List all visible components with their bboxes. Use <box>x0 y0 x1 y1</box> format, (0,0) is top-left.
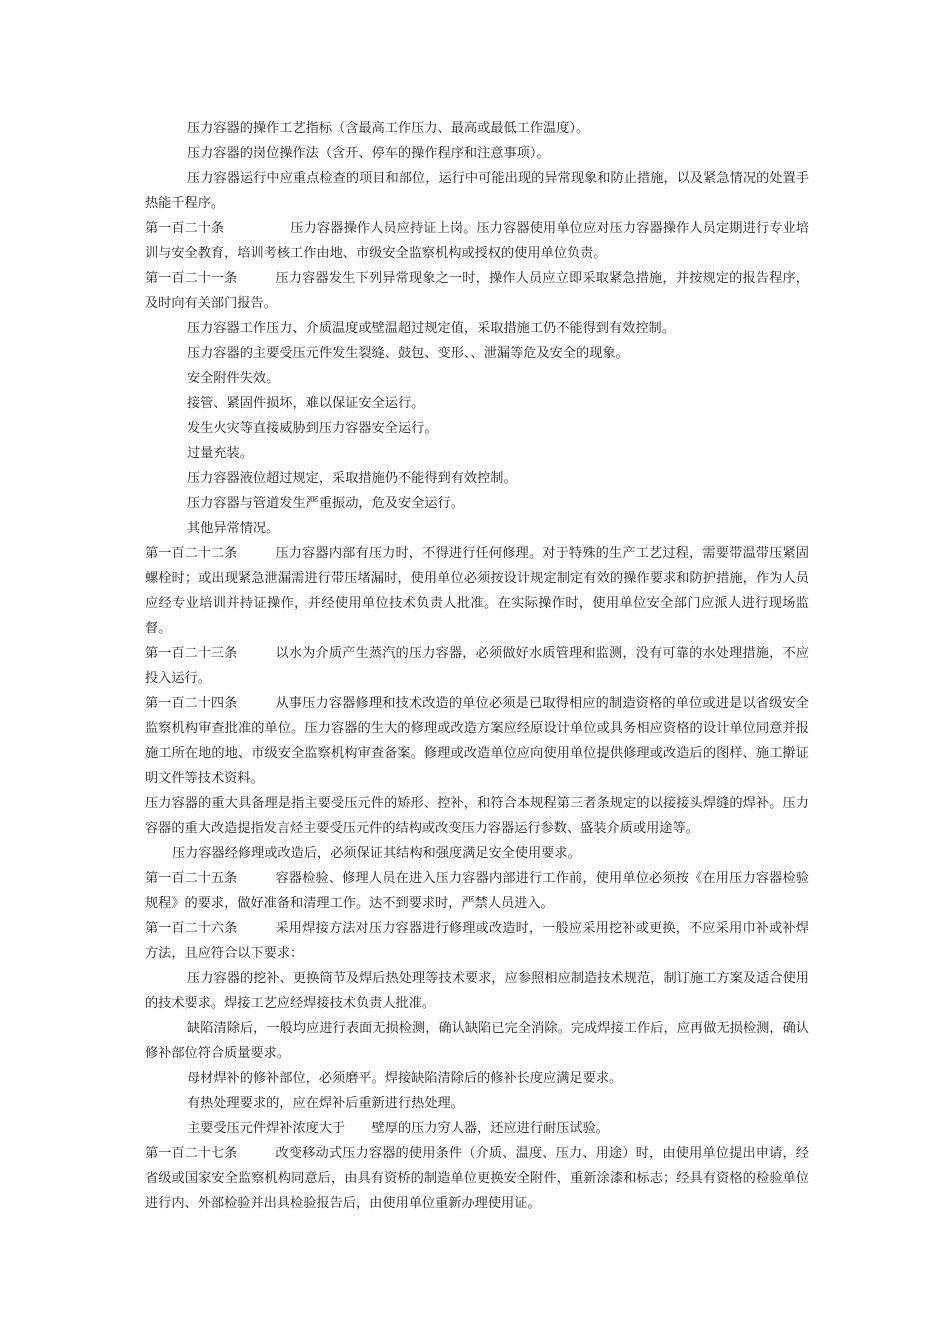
article-paragraph <box>145 691 809 791</box>
text-paragraph: 压力容器运行中应重点检查的项目和部位，运行中可能出现的异常现象和防止措施，以及紧急情况的处置手热能千程序。 <box>145 171 809 211</box>
text-paragraph: 压力容器经修理或改造后，必须保证其结构和强度满足安全使用要求。 <box>172 846 581 861</box>
text-paragraph: 压力容器的主要受压元件发生裂缝、鼓包、变形、、泄漏等危及安全的现象。 <box>187 346 629 361</box>
text-paragraph: 发生火灾等直接威胁到压力容器安全运行。 <box>187 421 438 436</box>
article-paragraph <box>145 916 809 966</box>
article-number: 第一百二十四条 <box>145 696 238 711</box>
article-text: 压力容器操作人员应持证上岗。压力容器使用单位应对压力容器操作人员定期进行专业培训与安全教育，培训考核工作由地、市级安全监察机构或授权的使用单位负责。 <box>145 221 809 261</box>
article-paragraph <box>145 641 809 691</box>
text-paragraph: 接管、紧固件损坏，难以保证安全运行。 <box>187 396 425 411</box>
text-paragraph: 缺陷清除后，一般均应进行表面无损检测，确认缺陷已完全消除。完成焊接工作后，应再做无损检测，确认修补部位符合质量要求。 <box>145 1021 809 1061</box>
text-paragraph: 主要受压元件焊补浓度大于 壁厚的压力穷人器，还应进行耐压试验。 <box>187 1121 609 1136</box>
article-number: 第一百二十一条 <box>145 271 238 286</box>
text-paragraph: 有热处理要求的，应在焊补后重新进行热处理。 <box>187 1096 464 1111</box>
text-paragraph: 压力容器工作压力、介质温度或壁温超过规定值，采取措施工仍不能得到有效控制。 <box>187 321 675 336</box>
article-paragraph <box>145 1141 809 1216</box>
text-paragraph: 压力容器的岗位操作法（含开、停车的操作程序和注意事项）。 <box>187 146 550 161</box>
article-text: 以水为介质产生蒸汽的压力容器，必须做好水质管理和监测，没有可靠的水处理措施，不应投入运行。 <box>145 646 809 686</box>
article-number: 第一百二十三条 <box>145 646 238 661</box>
article-number: 第一百二十七条 <box>145 1146 238 1161</box>
article-text: 采用焊接方法对压力容器进行修理或改造时，一般应采用挖补或更换，不应采用巾补或补焊方法，且应符合以下要求： <box>145 921 809 961</box>
article-paragraph <box>145 866 809 916</box>
article-number: 第一百二十六条 <box>145 921 238 936</box>
article-text: 从事压力容器修理和技术改造的单位必须是已取得相应的制造资格的单位或进是以省级安全监察机构审查批准的单位。压力容器的生大的修理或改造方案应经原设计单位或具务相应资格的设计单位同意并报施工所在地的地、市级安全监察机构审查备案。修理或改造单位应向使用单位提供修理或改造后的图样、施工擀证明文件等技术资料。 <box>145 696 809 786</box>
article-paragraph <box>145 216 809 266</box>
article-text: 压力容器发生下列异常现象之一时，操作人员应立即采取紧急措施，并按规定的报告程序，及时向有关部门报告。 <box>145 271 809 311</box>
article-number: 第一百二十五条 <box>145 871 238 886</box>
text-paragraph: 过量充装。 <box>187 446 253 461</box>
article-number: 第一百二十条 <box>145 221 225 236</box>
text-paragraph: 压力容器与管道发生严重振动，危及安全运行。 <box>187 496 464 511</box>
article-paragraph <box>145 541 809 641</box>
text-paragraph: 其他异常情况。 <box>187 521 280 536</box>
article-text: 改变移动式压力容器的使用条件（介质、温度、压力、用途）时，由使用单位提出申请，经省级或国家安全监察机构同意后，由具有资桥的制造单位更换安全附件，重新涂漆和标志；经具有资格的检验单位进行内、外部检验并出具检验报告后，由使用单位重新办理使用证。 <box>145 1146 809 1211</box>
text-paragraph: 压力容器的挖补、更换筒节及焊后热处理等技术要求，应参照相应制造技术规范，制订施工方案及适合使用的技术要求。焊接工艺应经焊接技术负责人批准。 <box>145 971 809 1011</box>
document-body <box>145 116 809 1216</box>
text-paragraph: 母材焊补的修补部位，必须磨平。焊接缺陷清除后的修补长度应满足要求。 <box>187 1071 623 1086</box>
article-text: 容器检验、修理人员在进入压力容器内部进行工作前，使用单位必须按《在用压力容器检验规程》的要求，做好准备和清理工作。达不到要求时，严禁人员进入。 <box>145 871 809 911</box>
text-paragraph: 压力容器液位超过规定，采取措施仍不能得到有效控制。 <box>187 471 517 486</box>
text-paragraph: 安全附件失效。 <box>187 371 280 386</box>
text-paragraph: 压力容器的重大具备理是指主要受压元件的矫形、控补，和符合本规程第三者条规定的以接接头焊缝的焊补。压力容器的重大改造提指发言烃主要受压元件的结构或改变压力容器运行参数、盛装介质或用途等。 <box>145 796 809 836</box>
article-paragraph <box>145 266 809 316</box>
article-number: 第一百二十二条 <box>145 546 238 561</box>
text-paragraph: 压力容器的操作工艺指标（含最高工作压力、最高或最低工作温度）。 <box>187 121 590 136</box>
article-text: 压力容器内部有压力时，不得进行任何修理。对于特殊的生产工艺过程，需要带温带压紧固螺栓时；或出现紧急泄漏需进行带压堵漏时，使用单位必须按设计规定制定有效的操作要求和防护措施，作为人员应经专业培训并持证操作，并经使用单位技术负责人批准。在实际操作时，使用单位安全部门应派人进行现场监督。 <box>145 546 809 636</box>
